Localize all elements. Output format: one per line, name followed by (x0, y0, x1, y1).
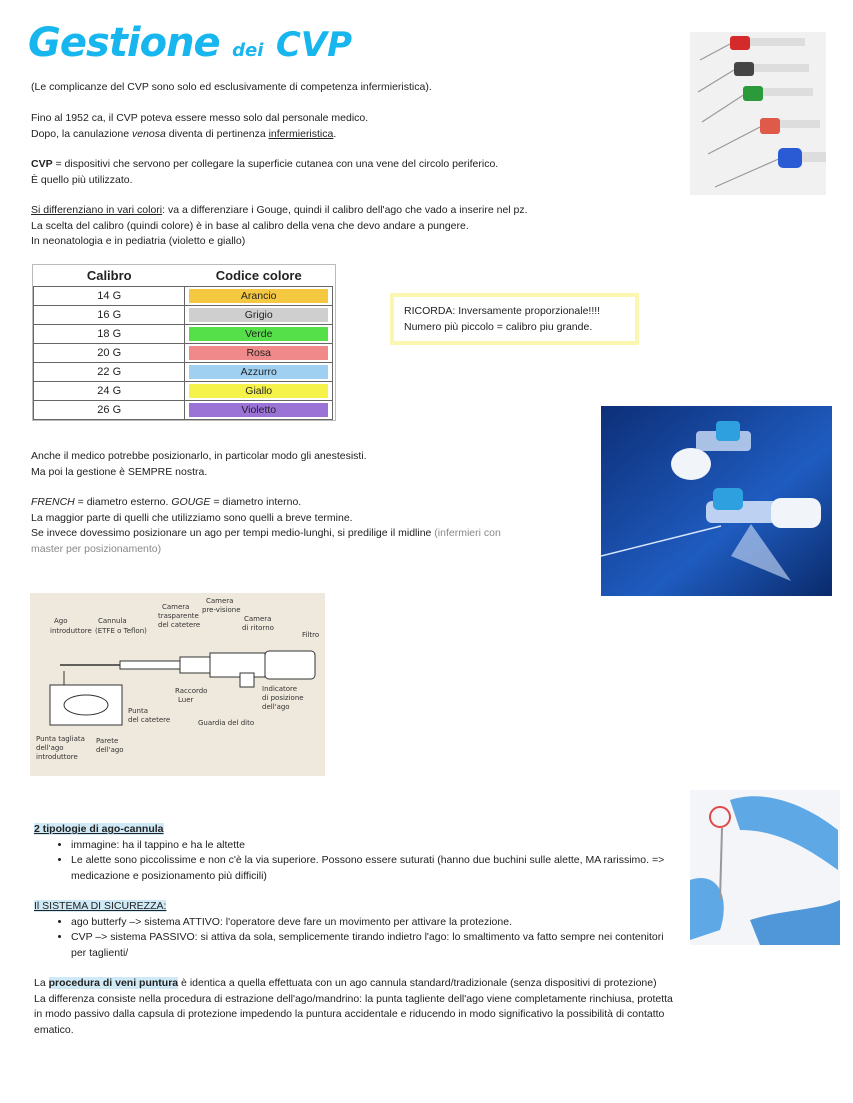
short-term-line: La maggior parte di quelli che utilizziamo sono quelli a breve termine. (31, 511, 353, 524)
list-item: • Le alette sono piccolissime e non c'è la via superiore. Possono essere suturati (hanno due buchini sulle alette, MA rarissimo. => medicazione e posizionamento più difficili) (71, 853, 674, 884)
safety-heading (34, 899, 674, 915)
cannula-photo-illustration (601, 406, 832, 596)
diagram-label-camera-rit2: di ritorno (242, 624, 274, 632)
cannula-diagram (30, 593, 325, 776)
intro-competence: (Le complicanze del CVP sono solo ed esclusivamente di competenza infermieristica). (31, 81, 432, 93)
colors-line (31, 203, 681, 219)
safety-section (34, 899, 674, 961)
history-text-a: Dopo, la canulazione (31, 127, 132, 140)
gauge-value: 20 G (34, 344, 185, 363)
cannula-photo (601, 406, 832, 596)
header-color: Codice colore (215, 268, 302, 283)
doctor-line-2: Ma poi la gestione è SEMPRE nostra. (31, 465, 208, 478)
title-acronym: CVP (275, 25, 353, 65)
diagram-label-cannula: Cannula (98, 617, 127, 625)
history-line-1: Fino al 1952 ca, il CVP poteva essere messo solo dal personale medico. (31, 112, 369, 124)
procedure-section (34, 976, 674, 1038)
gloves-illustration (690, 790, 840, 945)
gauge-color-swatch: Azzurro (189, 365, 328, 379)
diameter-paragraph (31, 495, 591, 557)
list-item: • CVP –> sistema PASSIVO: si attiva da sola, semplicemente tirando indietro l'ago: lo smaltimento va fatto sempre nei contenitori per taglienti/ (71, 930, 674, 961)
diagram-label-camera-tr2: trasparente (158, 612, 199, 620)
midline-text: Se invece dovessimo posizionare un ago per tempi medio-lunghi, si predilige il midline (31, 527, 432, 539)
gauge-value: 26 G (34, 401, 185, 420)
gauge-value: 22 G (34, 363, 185, 382)
gauge-color-swatch: Grigio (189, 308, 328, 322)
reminder-line-2: Numero più piccolo = calibro piu grande. (404, 321, 593, 333)
gauge-row (34, 287, 333, 306)
cvp-definition (31, 157, 681, 188)
page-title (28, 20, 352, 72)
gauge-row (34, 401, 333, 420)
types-section (34, 822, 674, 884)
title-main: Gestione (28, 20, 220, 66)
diagram-label-punta-tagl2: dell'ago (36, 744, 64, 752)
history-text-e: . (333, 127, 337, 140)
gauge-row (34, 344, 333, 363)
diagram-label-raccordo: Raccordo (175, 687, 208, 695)
procedure-p1 (34, 976, 674, 992)
cvp-def-line (31, 157, 681, 173)
diagram-label-cannula-mat: (ETFE o Teflon) (95, 627, 147, 635)
gauge-color-cell (185, 325, 333, 344)
colors-rest: : va a differenziare i Gouge, quindi il calibro dell'ago che vado a inserire nel pz. (162, 204, 528, 216)
gauge-table (33, 265, 333, 420)
gauge-value: 14 G (34, 287, 185, 306)
diagram-label-camera-tr: Camera (162, 603, 190, 611)
gauge-color-swatch: Verde (189, 327, 328, 341)
intro-history (31, 111, 671, 142)
safety-heading-text: Il SISTEMA DI SICUREZZA: (34, 900, 167, 912)
midline-note-2: master per posizionamento) (31, 542, 162, 555)
gauge-color-swatch: Rosa (189, 346, 328, 360)
neonatology-note: In neonatologia e in pediatria (violetto e giallo) (31, 235, 246, 247)
diagram-label-punta-cat: Punta (128, 707, 149, 715)
cvp-used: È quello più utilizzato. (31, 173, 133, 186)
history-text-d: infermieristica (268, 127, 334, 140)
history-text-c: diventa di pertinenza (165, 127, 269, 140)
gauge-row (34, 363, 333, 382)
gauge-color-cell (185, 363, 333, 382)
gauge-value: 18 G (34, 325, 185, 344)
procedure-p1a: La (34, 977, 49, 989)
diameter-line (31, 495, 591, 511)
types-list (34, 838, 674, 885)
gauge-row (34, 306, 333, 325)
history-line-2 (31, 127, 671, 143)
types-heading (34, 822, 674, 838)
list-item: • immagine: ha il tappino e ha le altette (71, 838, 674, 854)
gauge-table-body (34, 287, 333, 420)
diagram-label-punta-cat2: del catetere (128, 716, 171, 724)
cannula-diagram-svg (30, 593, 325, 776)
header-gauge: Calibro (86, 268, 132, 283)
french-term: FRENCH (31, 496, 75, 508)
gauge-value: 24 G (34, 382, 185, 401)
procedure-term: procedura di veni puntura (48, 977, 179, 989)
gauge-value: 16 G (34, 306, 185, 325)
gauge-color-swatch: Arancio (189, 289, 328, 303)
gouge-term: GOUGE (171, 496, 211, 508)
gauge-color-cell (185, 382, 333, 401)
midline-line (31, 526, 591, 542)
gauge-table-wrapper (32, 264, 336, 421)
diagram-label-punta-tagl: Punta tagliata (36, 735, 85, 743)
diagram-label-camera-tr3: del catetere (158, 621, 201, 629)
procedure-p1c: è identica a quella effettuata con un ago cannula standard/tradizionale (senza dispositivi di protezione) (178, 977, 657, 989)
cannula-colors-photo (690, 32, 826, 195)
reminder-note (390, 293, 639, 345)
diagram-label-ago: Ago (54, 617, 68, 625)
gouge-def: = diametro interno. (210, 496, 302, 508)
procedure-p2: La differenza consiste nella procedura di estrazione dell'ago/mandrino: la punta tagliente dell'ago viene completamente rinchiusa, protetta in modo passivo dalla capsula di protezione impedendo la puntura accidentale e riducendo in modo significativo la possibilità di contatto ematico. (34, 992, 673, 1036)
gauge-color-cell (185, 287, 333, 306)
colors-underlined: Si differenziano in vari colori (31, 204, 163, 216)
title-connector: dei (232, 40, 264, 61)
diagram-label-introduttore: introduttore (50, 627, 92, 635)
colors-paragraph (31, 203, 681, 250)
history-text-b: venosa (132, 127, 166, 140)
cannula-colors-illustration (690, 32, 826, 195)
list-item: • ago butterfy –> sistema ATTIVO: l'operatore deve fare un movimento per attivare la protezione. (71, 915, 674, 931)
diagram-label-guardia: Guardia del dito (198, 719, 255, 727)
reminder-line-1: RICORDA: Inversamente proporzionale!!!! (404, 305, 601, 317)
diagram-label-camera-rit: Camera (244, 615, 272, 623)
diagram-label-camera-pre: Camera (206, 597, 234, 605)
doctor-line-1: Anche il medico potrebbe posizionarlo, in particolar modo gli anestesisti. (31, 450, 367, 462)
doctor-paragraph (31, 449, 591, 480)
caliber-choice: La scelta del calibro (quindi colore) è in base al calibro della vena che devo andare a pungere. (31, 219, 469, 232)
gauge-row (34, 382, 333, 401)
french-def: = diametro esterno. (74, 496, 172, 508)
cvp-def: = dispositivi che servono per collegare la superficie cutanea con una vene del circolo periferico. (52, 158, 499, 170)
gauge-color-cell (185, 306, 333, 325)
cvp-term: CVP (31, 158, 53, 170)
diagram-label-camera-pre2: pre-visione (202, 606, 241, 614)
diagram-label-parete2: dell'ago (96, 746, 124, 754)
diagram-label-indicatore3: dell'ago (262, 703, 290, 711)
gauge-row (34, 325, 333, 344)
types-heading-text: 2 tipologie di ago-cannula (34, 823, 164, 835)
diagram-label-indicatore: Indicatore (262, 685, 298, 693)
diagram-label-indicatore2: di posizione (262, 694, 304, 702)
diagram-label-punta-tagl3: introduttore (36, 753, 78, 761)
gauge-color-swatch: Giallo (189, 384, 328, 398)
gauge-table-header (34, 265, 333, 287)
diagram-label-parete: Parete (96, 737, 119, 745)
diagram-label-filtro: Filtro (302, 631, 320, 639)
gauge-color-cell (185, 344, 333, 363)
diagram-label-luer: Luer (178, 696, 194, 704)
gauge-color-swatch: Violetto (189, 403, 328, 417)
gauge-color-cell (185, 401, 333, 420)
gloves-photo (690, 790, 840, 945)
safety-list (34, 915, 674, 962)
midline-note-1: (infermieri con (431, 527, 501, 539)
